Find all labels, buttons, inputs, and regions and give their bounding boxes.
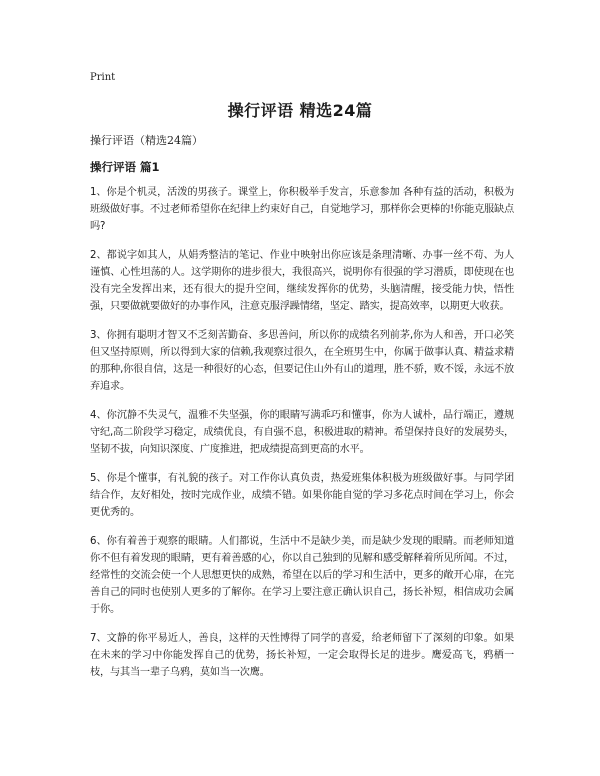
paragraph-list	[90, 184, 514, 693]
paragraph: 6、你有着善于观察的眼睛。人们都说，生活中不是缺少美，而是缺少发现的眼睛。而老师知道你不但有着发现的眼睛，更有着善感的心，你以自己独到的见解和感受解释着所见所闻。不过，经常性的交流会使一个人思想更快的成熟，希望在以后的学习和生活中，更多的敞开心扉，在完善自己的同时也使别人更多的了解你。在学习上要注意正确认识自己，扬长补短，相信成功会属于你。	[90, 536, 514, 615]
paragraph: 7、文静的你平易近人，善良，这样的天性博得了同学的喜爱，给老师留下了深刻的印象。如果在未来的学习中你能发挥自己的优势，扬长补短，一定会取得长足的进步。鹰爱高飞，鸦栖一枝，与其当一辈子乌鸦，莫如当一次鹰。	[90, 633, 514, 678]
page-title: 操行评语 精选24篇	[227, 101, 373, 120]
paragraph: 5、你是个懂事，有礼貌的孩子。对工作你认真负责，热爱班集体积极为班级做好事。与同学团结合作，友好相处，按时完成作业，成绩不错。如果你能自觉的学习多花点时间在学习上，你会更优秀的。	[90, 473, 514, 518]
paragraph: 4、你沉静不失灵气，温雅不失坚强，你的眼睛写满乖巧和懂事，你为人诚朴，品行端正，遵规守纪,高二阶段学习稳定，成绩优良，有自强不息，积极进取的精神。希望保持良好的发展势头，坚韧不拔，向知识深度、广度推进，把成绩提高到更高的水平。	[90, 410, 514, 455]
document-subtitle: 操行评语（精选24篇）	[90, 134, 203, 147]
paragraph: 3、你拥有聪明才智又不乏刻苦勤奋、多思善问，所以你的成绩名列前茅,你为人和善，开口必笑但又坚持原则，所以得到大家的信赖,我观察过很久，在全班男生中，你属于做事认真、精益求精的那种,你很自信，这是一种很好的心态，但要记住山外有山的道理，胜不骄，败不馁，永远不放弃追求。	[90, 330, 514, 392]
print-label: Print	[90, 72, 116, 83]
paragraph: 1、你是个机灵，活泼的男孩子。课堂上，你积极举手发言，乐意参加 各种有益的活动，积极为班级做好事。不过老师希望你在纪律上约束好自己，自觉地学习，那样你会更棒的!你能克服缺点吗?	[90, 187, 514, 232]
paragraph: 2、都说字如其人，从娟秀整洁的笔记、作业中映射出你应该是条理清晰、办事一丝不苟、为人谨慎、心性坦荡的人。这学期你的进步很大，我很高兴，说明你有很强的学习潜质，即使现在也没有完全发挥出来，还有很大的提升空间，继续发挥你的优势，头脑清醒，接受能力快，悟性强，只要做就要做好的办事作风，注意克服浮躁情绪，坚定、踏实，提高效率，以期更大收获。	[90, 250, 514, 312]
section-heading: 操行评语 篇1	[90, 160, 160, 174]
